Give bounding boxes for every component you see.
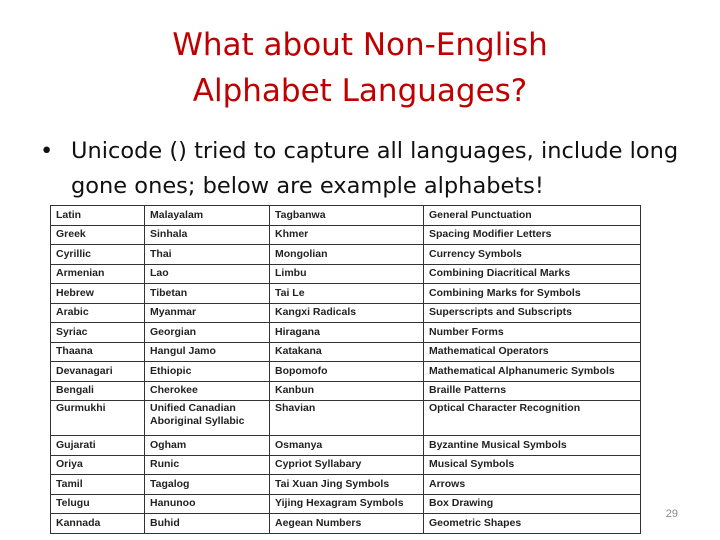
table-row bbox=[51, 381, 641, 401]
table-row bbox=[51, 323, 641, 343]
table-cell: General Punctuation bbox=[424, 206, 641, 226]
table-cell: Greek bbox=[51, 225, 145, 245]
table-cell: Arabic bbox=[51, 303, 145, 323]
table-cell: Combining Marks for Symbols bbox=[424, 284, 641, 304]
table-cell: Cyrillic bbox=[51, 245, 145, 265]
table-cell: Thai bbox=[145, 245, 270, 265]
table-cell: Braille Patterns bbox=[424, 381, 641, 401]
table-cell: Byzantine Musical Symbols bbox=[424, 436, 641, 456]
title-line-1: What about Non-English bbox=[172, 27, 548, 63]
table-cell: Tamil bbox=[51, 475, 145, 495]
table-cell: Kanbun bbox=[270, 381, 424, 401]
table-row bbox=[51, 284, 641, 304]
table-cell: Telugu bbox=[51, 494, 145, 514]
alphabet-table bbox=[50, 205, 641, 534]
table-cell: Mathematical Operators bbox=[424, 342, 641, 362]
table-cell: Latin bbox=[51, 206, 145, 226]
table-cell: Hiragana bbox=[270, 323, 424, 343]
table-row bbox=[51, 436, 641, 456]
table-cell: Limbu bbox=[270, 264, 424, 284]
table-cell: Mathematical Alphanumeric Symbols bbox=[424, 362, 641, 382]
table-cell: Osmanya bbox=[270, 436, 424, 456]
alphabet-table-body bbox=[51, 206, 641, 534]
table-row bbox=[51, 264, 641, 284]
table-cell: Gujarati bbox=[51, 436, 145, 456]
table-cell: Oriya bbox=[51, 455, 145, 475]
bullet-point bbox=[40, 134, 700, 204]
table-cell: Kannada bbox=[51, 514, 145, 534]
table-cell: Tai Xuan Jing Symbols bbox=[270, 475, 424, 495]
bullet-text: Unicode () tried to capture all languages, include long gone ones; below are example alphabets! bbox=[71, 138, 679, 199]
table-cell: Arrows bbox=[424, 475, 641, 495]
table-row bbox=[51, 342, 641, 362]
table-cell: Thaana bbox=[51, 342, 145, 362]
table-cell: Sinhala bbox=[145, 225, 270, 245]
table-cell: Tagalog bbox=[145, 475, 270, 495]
table-cell: Tagbanwa bbox=[270, 206, 424, 226]
table-cell: Armenian bbox=[51, 264, 145, 284]
slide-title bbox=[0, 22, 720, 114]
table-row bbox=[51, 475, 641, 495]
table-cell: Hangul Jamo bbox=[145, 342, 270, 362]
table-cell: Unified Canadian Aboriginal Syllabic bbox=[145, 401, 270, 436]
table-cell: Ethiopic bbox=[145, 362, 270, 382]
table-cell: Number Forms bbox=[424, 323, 641, 343]
table-cell: Myanmar bbox=[145, 303, 270, 323]
title-line-2: Alphabet Languages? bbox=[192, 73, 528, 109]
table-cell: Gurmukhi bbox=[51, 401, 145, 436]
table-cell: Malayalam bbox=[145, 206, 270, 226]
table-cell: Optical Character Recognition bbox=[424, 401, 641, 436]
table-cell: Kangxi Radicals bbox=[270, 303, 424, 323]
table-row bbox=[51, 206, 641, 226]
table-cell: Currency Symbols bbox=[424, 245, 641, 265]
table-cell: Hebrew bbox=[51, 284, 145, 304]
page-number: 29 bbox=[665, 508, 678, 520]
table-cell: Shavian bbox=[270, 401, 424, 436]
table-row bbox=[51, 225, 641, 245]
table-cell: Cherokee bbox=[145, 381, 270, 401]
table-cell: Cypriot Syllabary bbox=[270, 455, 424, 475]
table-cell: Bengali bbox=[51, 381, 145, 401]
table-cell: Katakana bbox=[270, 342, 424, 362]
table-cell: Devanagari bbox=[51, 362, 145, 382]
table-cell: Runic bbox=[145, 455, 270, 475]
table-row bbox=[51, 245, 641, 265]
table-cell: Musical Symbols bbox=[424, 455, 641, 475]
table-cell: Tai Le bbox=[270, 284, 424, 304]
table-cell: Hanunoo bbox=[145, 494, 270, 514]
table-row bbox=[51, 514, 641, 534]
table-cell: Tibetan bbox=[145, 284, 270, 304]
table-cell: Aegean Numbers bbox=[270, 514, 424, 534]
table-cell: Georgian bbox=[145, 323, 270, 343]
table-cell: Khmer bbox=[270, 225, 424, 245]
table-cell: Lao bbox=[145, 264, 270, 284]
table-cell: Combining Diacritical Marks bbox=[424, 264, 641, 284]
table-cell: Superscripts and Subscripts bbox=[424, 303, 641, 323]
table-row bbox=[51, 303, 641, 323]
table-cell: Spacing Modifier Letters bbox=[424, 225, 641, 245]
table-row bbox=[51, 401, 641, 436]
table-cell: Geometric Shapes bbox=[424, 514, 641, 534]
table-cell: Syriac bbox=[51, 323, 145, 343]
table-cell: Mongolian bbox=[270, 245, 424, 265]
table-cell: Yijing Hexagram Symbols bbox=[270, 494, 424, 514]
bullet-icon: • bbox=[40, 138, 54, 164]
table-row bbox=[51, 362, 641, 382]
table-row bbox=[51, 455, 641, 475]
table-cell: Box Drawing bbox=[424, 494, 641, 514]
table-cell: Ogham bbox=[145, 436, 270, 456]
table-row bbox=[51, 494, 641, 514]
table-cell: Buhid bbox=[145, 514, 270, 534]
table-cell: Bopomofo bbox=[270, 362, 424, 382]
